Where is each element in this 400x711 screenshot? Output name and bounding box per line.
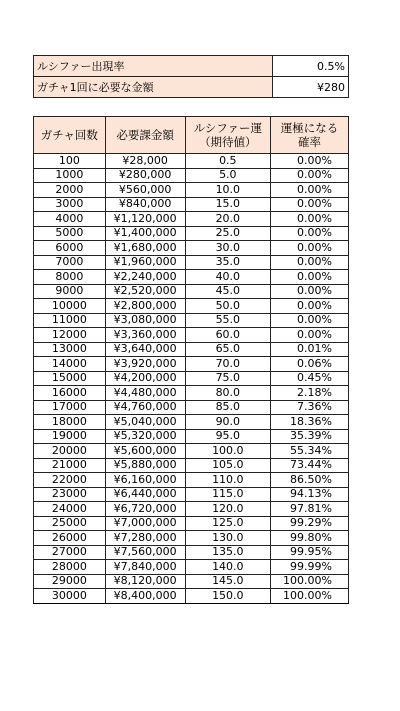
cell-gacha-count: 1000 <box>34 168 106 183</box>
cell-gacha-count: 7000 <box>34 255 106 270</box>
cell-expected-luck: 140.0 <box>185 560 271 575</box>
header-line: ルシファー運 <box>193 121 263 135</box>
table-row <box>34 516 349 531</box>
cell-gacha-count: 9000 <box>34 284 106 299</box>
table-header-row <box>34 117 349 154</box>
cell-max-probability: 73.44% <box>271 458 349 473</box>
cell-max-probability: 99.29% <box>271 516 349 531</box>
cell-gacha-count: 8000 <box>34 270 106 285</box>
cell-expected-luck: 70.0 <box>185 357 271 372</box>
cell-expected-luck: 30.0 <box>185 241 271 256</box>
header-line: ガチャ回数 <box>40 128 98 142</box>
table-row <box>34 168 349 183</box>
header-required-amount <box>105 117 185 154</box>
cell-required-amount: ¥7,560,000 <box>105 545 185 560</box>
cell-required-amount: ¥5,040,000 <box>105 415 185 430</box>
cell-required-amount: ¥7,280,000 <box>105 531 185 546</box>
cell-gacha-count: 27000 <box>34 545 106 560</box>
cell-expected-luck: 35.0 <box>185 255 271 270</box>
table-row <box>34 154 349 169</box>
cell-gacha-count: 30000 <box>34 589 106 604</box>
cell-gacha-count: 18000 <box>34 415 106 430</box>
cell-gacha-count: 23000 <box>34 487 106 502</box>
cell-expected-luck: 125.0 <box>185 516 271 531</box>
table-row <box>34 560 349 575</box>
summary-label: ガチャ1回に必要な金額 <box>34 77 273 98</box>
table-row <box>34 357 349 372</box>
cell-expected-luck: 105.0 <box>185 458 271 473</box>
cell-max-probability: 35.39% <box>271 429 349 444</box>
cell-expected-luck: 135.0 <box>185 545 271 560</box>
cell-expected-luck: 85.0 <box>185 400 271 415</box>
cell-gacha-count: 14000 <box>34 357 106 372</box>
cell-required-amount: ¥1,120,000 <box>105 212 185 227</box>
cell-required-amount: ¥6,440,000 <box>105 487 185 502</box>
cell-expected-luck: 20.0 <box>185 212 271 227</box>
cell-gacha-count: 13000 <box>34 342 106 357</box>
cell-gacha-count: 17000 <box>34 400 106 415</box>
cell-expected-luck: 15.0 <box>185 197 271 212</box>
cell-required-amount: ¥4,480,000 <box>105 386 185 401</box>
summary-value: 0.5% <box>273 56 349 77</box>
table-row <box>34 429 349 444</box>
cell-expected-luck: 65.0 <box>185 342 271 357</box>
table-row <box>34 241 349 256</box>
cell-required-amount: ¥3,360,000 <box>105 328 185 343</box>
cell-expected-luck: 100.0 <box>185 444 271 459</box>
cell-required-amount: ¥6,160,000 <box>105 473 185 488</box>
cell-max-probability: 0.06% <box>271 357 349 372</box>
cell-expected-luck: 50.0 <box>185 299 271 314</box>
cell-gacha-count: 10000 <box>34 299 106 314</box>
cell-required-amount: ¥3,920,000 <box>105 357 185 372</box>
cell-required-amount: ¥28,000 <box>105 154 185 169</box>
cell-required-amount: ¥2,520,000 <box>105 284 185 299</box>
cell-required-amount: ¥8,120,000 <box>105 574 185 589</box>
summary-table <box>33 55 349 98</box>
cell-expected-luck: 25.0 <box>185 226 271 241</box>
cell-gacha-count: 24000 <box>34 502 106 517</box>
header-line: （期待値） <box>199 135 257 149</box>
cell-gacha-count: 29000 <box>34 574 106 589</box>
cell-max-probability: 99.80% <box>271 531 349 546</box>
cell-required-amount: ¥3,080,000 <box>105 313 185 328</box>
cell-max-probability: 7.36% <box>271 400 349 415</box>
cell-required-amount: ¥280,000 <box>105 168 185 183</box>
cell-max-probability: 99.99% <box>271 560 349 575</box>
cell-max-probability: 97.81% <box>271 502 349 517</box>
cell-max-probability: 0.00% <box>271 197 349 212</box>
table-row <box>34 284 349 299</box>
cell-gacha-count: 26000 <box>34 531 106 546</box>
cell-required-amount: ¥8,400,000 <box>105 589 185 604</box>
table-row <box>34 226 349 241</box>
cell-expected-luck: 145.0 <box>185 574 271 589</box>
cell-expected-luck: 110.0 <box>185 473 271 488</box>
cell-required-amount: ¥2,240,000 <box>105 270 185 285</box>
table-row <box>34 342 349 357</box>
table-row <box>34 255 349 270</box>
cell-required-amount: ¥4,200,000 <box>105 371 185 386</box>
cell-max-probability: 100.00% <box>271 574 349 589</box>
table-row <box>34 386 349 401</box>
header-gacha-count <box>34 117 106 154</box>
cell-expected-luck: 0.5 <box>185 154 271 169</box>
cell-required-amount: ¥5,600,000 <box>105 444 185 459</box>
cell-max-probability: 2.18% <box>271 386 349 401</box>
cell-gacha-count: 11000 <box>34 313 106 328</box>
cell-gacha-count: 3000 <box>34 197 106 212</box>
cell-max-probability: 0.00% <box>271 212 349 227</box>
cell-gacha-count: 2000 <box>34 183 106 198</box>
table-row <box>34 473 349 488</box>
table-row <box>34 531 349 546</box>
cell-max-probability: 0.00% <box>271 154 349 169</box>
cell-max-probability: 94.13% <box>271 487 349 502</box>
cell-gacha-count: 25000 <box>34 516 106 531</box>
cell-gacha-count: 15000 <box>34 371 106 386</box>
table-row <box>34 328 349 343</box>
cell-expected-luck: 80.0 <box>185 386 271 401</box>
cell-required-amount: ¥1,680,000 <box>105 241 185 256</box>
table-row <box>34 545 349 560</box>
cell-expected-luck: 90.0 <box>185 415 271 430</box>
cell-gacha-count: 4000 <box>34 212 106 227</box>
cell-required-amount: ¥7,000,000 <box>105 516 185 531</box>
table-row <box>34 313 349 328</box>
cell-expected-luck: 10.0 <box>185 183 271 198</box>
header-max-probability <box>271 117 349 154</box>
cell-expected-luck: 60.0 <box>185 328 271 343</box>
cell-required-amount: ¥840,000 <box>105 197 185 212</box>
cell-max-probability: 0.00% <box>271 241 349 256</box>
cell-gacha-count: 28000 <box>34 560 106 575</box>
cell-max-probability: 0.00% <box>271 328 349 343</box>
cell-max-probability: 0.45% <box>271 371 349 386</box>
table-row <box>34 415 349 430</box>
cell-max-probability: 0.00% <box>271 270 349 285</box>
summary-label: ルシファー出現率 <box>34 56 273 77</box>
cell-gacha-count: 21000 <box>34 458 106 473</box>
cell-gacha-count: 19000 <box>34 429 106 444</box>
gacha-table <box>33 116 349 604</box>
cell-max-probability: 0.01% <box>271 342 349 357</box>
summary-row <box>34 56 349 77</box>
cell-expected-luck: 150.0 <box>185 589 271 604</box>
header-line: 確率 <box>298 135 322 149</box>
table-row <box>34 197 349 212</box>
cell-expected-luck: 55.0 <box>185 313 271 328</box>
table-row <box>34 212 349 227</box>
table-body <box>34 154 349 604</box>
cell-max-probability: 99.95% <box>271 545 349 560</box>
cell-max-probability: 18.36% <box>271 415 349 430</box>
table-row <box>34 270 349 285</box>
cell-gacha-count: 16000 <box>34 386 106 401</box>
cell-expected-luck: 75.0 <box>185 371 271 386</box>
table-row <box>34 589 349 604</box>
cell-gacha-count: 5000 <box>34 226 106 241</box>
cell-gacha-count: 6000 <box>34 241 106 256</box>
table-row <box>34 444 349 459</box>
cell-gacha-count: 20000 <box>34 444 106 459</box>
cell-required-amount: ¥4,760,000 <box>105 400 185 415</box>
cell-max-probability: 0.00% <box>271 168 349 183</box>
table-row <box>34 487 349 502</box>
cell-expected-luck: 45.0 <box>185 284 271 299</box>
cell-required-amount: ¥1,960,000 <box>105 255 185 270</box>
cell-required-amount: ¥1,400,000 <box>105 226 185 241</box>
cell-gacha-count: 100 <box>34 154 106 169</box>
cell-expected-luck: 130.0 <box>185 531 271 546</box>
cell-max-probability: 0.00% <box>271 226 349 241</box>
table-row <box>34 183 349 198</box>
summary-row <box>34 77 349 98</box>
cell-max-probability: 0.00% <box>271 255 349 270</box>
header-line: 必要課金額 <box>116 128 174 142</box>
cell-max-probability: 0.00% <box>271 313 349 328</box>
summary-value: ¥280 <box>273 77 349 98</box>
cell-required-amount: ¥3,640,000 <box>105 342 185 357</box>
table-row <box>34 371 349 386</box>
table-row <box>34 299 349 314</box>
cell-max-probability: 55.34% <box>271 444 349 459</box>
cell-required-amount: ¥5,880,000 <box>105 458 185 473</box>
cell-max-probability: 100.00% <box>271 589 349 604</box>
cell-gacha-count: 12000 <box>34 328 106 343</box>
cell-max-probability: 0.00% <box>271 183 349 198</box>
table-row <box>34 400 349 415</box>
cell-required-amount: ¥5,320,000 <box>105 429 185 444</box>
cell-max-probability: 86.50% <box>271 473 349 488</box>
cell-expected-luck: 95.0 <box>185 429 271 444</box>
cell-expected-luck: 5.0 <box>185 168 271 183</box>
cell-gacha-count: 22000 <box>34 473 106 488</box>
header-line: 運極になる <box>280 121 339 135</box>
cell-expected-luck: 120.0 <box>185 502 271 517</box>
cell-required-amount: ¥7,840,000 <box>105 560 185 575</box>
cell-required-amount: ¥560,000 <box>105 183 185 198</box>
cell-max-probability: 0.00% <box>271 299 349 314</box>
cell-required-amount: ¥2,800,000 <box>105 299 185 314</box>
cell-expected-luck: 115.0 <box>185 487 271 502</box>
cell-required-amount: ¥6,720,000 <box>105 502 185 517</box>
table-row <box>34 502 349 517</box>
cell-max-probability: 0.00% <box>271 284 349 299</box>
table-row <box>34 458 349 473</box>
header-expected-luck <box>185 117 271 154</box>
table-row <box>34 574 349 589</box>
cell-expected-luck: 40.0 <box>185 270 271 285</box>
